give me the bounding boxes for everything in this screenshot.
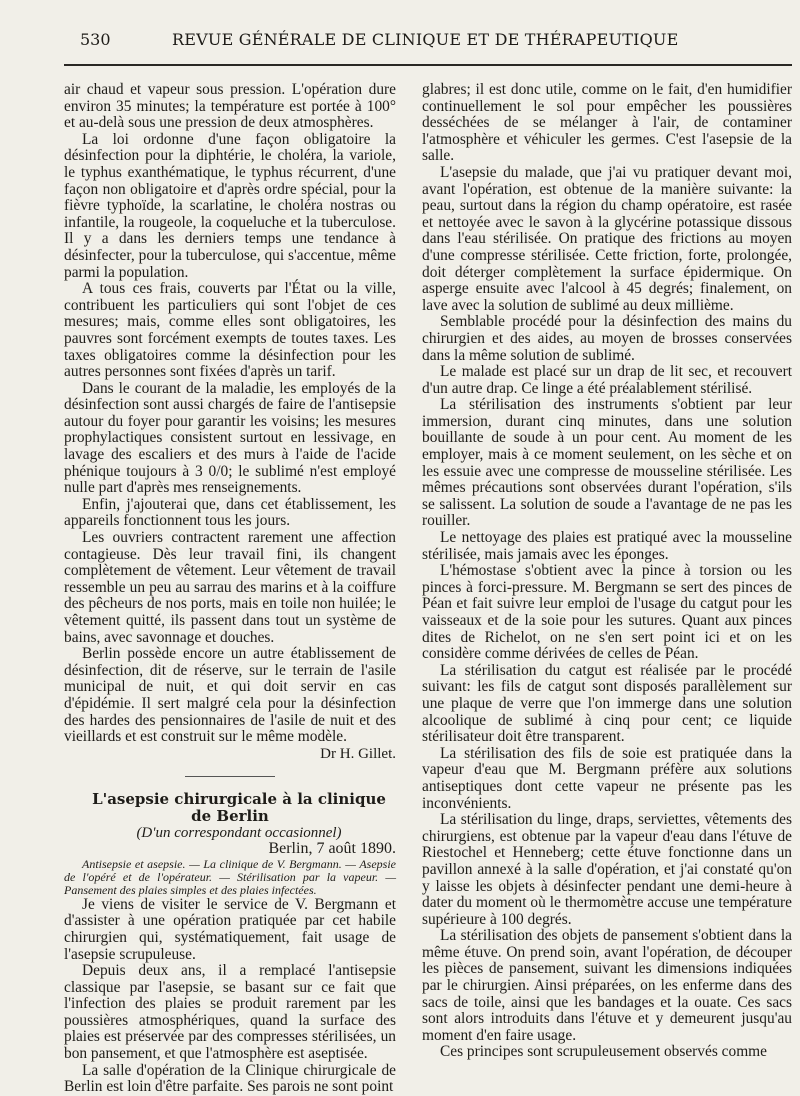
paragraph: La stérilisation du linge, draps, serviettes, vêtements des chirurgiens, est obtenue par la vapeur d'eau dans l'étuve de Riestochel et Henneberg; cette étuve fonctionne dans un pavillon annexé à la salle d'opération, et j'ai constaté qu'on y laisse les objets à désinfecter pendant une demi-heure à dater du moment où le thermomètre accuse une température supérieure à 100 degrés.	[422, 811, 792, 928]
paragraph: La stérilisation des instruments s'obtient par leur immersion, durant cinq minutes, dans une solution bouillante de soude à un pour cent. Au moment de les employer, mais à ce moment seulement, on les sèche et on les essuie avec une compresse de mousseline stérilisée. Les mêmes précautions sont observées durant l'opération, s'ils se salissent. La solution de soude a l'avantage de ne pas les rouiller.	[422, 396, 792, 530]
paragraph: air chaud et vapeur sous pression. L'opération dure environ 35 minutes; la température est portée à 100° et au-delà sous une pression de deux atmosphères.	[64, 81, 396, 132]
paragraph: Depuis deux ans, il a remplacé l'antisepsie classique par l'asepsie, se basant sur ce fait que l'infection des plaies se produit rarement par les poussières atmosphériques, quand la surface des plaies est préservée par des compresses stérilisées, un bon pansement, et que l'atmosphère est aseptisée.	[64, 962, 396, 1063]
paragraph: Je viens de visiter le service de V. Bergmann et d'assister à une opération pratiquée par cet habile chirurgien qui, systématiquement, fait usage de l'asepsie scrupuleuse.	[64, 895, 396, 963]
paragraph: L'hémostase s'obtient avec la pince à torsion ou les pinces à forci-pressure. M. Bergmann se sert des pinces de Péan et fait suivre leur emploi de l'usage du catgut pour les vaisseaux et de la soie pour les sutures. Quant aux pinces dites de Richelot, on ne s'en sert point ici et on les considère comme dérivées de celles de Péan.	[422, 562, 792, 663]
article-subtitle: (D'un correspondant occasionnel)	[136, 824, 342, 841]
paragraph: La stérilisation du catgut est réalisée par le procédé suivant: les fils de catgut sont disposés parallèlement sur une plaque de verre que l'on immerge dans une solution alcoolique de sublimé à cinq pour cent; ce liquide stérilisateur doit être transparent.	[422, 661, 792, 746]
article-abstract: Antisepsie et asepsie. — La clinique de V. Bergmann. — Asepsie de l'opéré et de l'opérateur. — Stérilisation par la vapeur. — Pansement des plaies simples et des plaies infectées.	[64, 856, 396, 897]
author-signature: Dr H. Gillet.	[320, 745, 396, 762]
page-header	[80, 30, 790, 56]
paragraph: Dans le courant de la maladie, les employés de la désinfection sont aussi chargés de faire de l'antisepsie autour du foyer pour garantir les voisins; les mesures prophylactiques consistent surtout en lessivage, en lavage des escaliers et des murs à l'aide de l'acide phénique toujours à 3 0/0; le sublimé n'est employé nulle part d'après mes renseignements.	[64, 379, 396, 497]
running-title: REVUE GÉNÉRALE DE CLINIQUE ET DE THÉRAPEUTIQUE	[172, 30, 679, 49]
paragraph: Enfin, j'ajouterai que, dans cet établissement, les appareils fonctionnent tous les jours.	[64, 495, 396, 530]
paragraph: Semblable procédé pour la désinfection des mains du chirurgien et des aides, au moyen de brosses conservées dans la même solution de sublimé.	[422, 313, 792, 364]
paragraph: L'asepsie du malade, que j'ai vu pratiquer devant moi, avant l'opération, est obtenue de la manière suivante: la peau, surtout dans la région du champ opératoire, est rasée et nettoyée avec le savon à la glycérine potassique dissous dans l'eau stérilisée. On pratique des frictions au moyen d'une compresse stérilisée. Cette friction, forte, prolongée, doit déterger complètement la surface épidermique. On asperge ensuite avec l'alcool à 45 degrés; finalement, on lave avec la solution de sublimé au deux millième.	[422, 163, 792, 314]
paragraph: La stérilisation des objets de pansement s'obtient dans la même étuve. On prend soin, avant l'opération, de découper les pièces de pansement, suivant les dimensions indiquées par le chirurgien. Ainsi préparées, on les enferme dans des sacs de toile, ainsi que les bandages et la ouate. Ces sacs sont alors introduits dans l'étuve et y demeurent jusqu'au moment d'en faire usage.	[422, 927, 792, 1044]
article-dateline: Berlin, 7 août 1890.	[268, 840, 396, 858]
header-rule	[64, 64, 792, 66]
right-column	[422, 81, 792, 1061]
paragraph: Le malade est placé sur un drap de lit sec, et recouvert d'un autre drap. Ce linge a été préalablement stérilisé.	[422, 363, 792, 397]
paragraph: Ces principes sont scrupuleusement observés comme	[440, 1043, 767, 1061]
section-divider	[185, 776, 275, 777]
paragraph: glabres; il est donc utile, comme on le fait, d'en humidifier continuellement le sol pour empêcher les poussières desséchées de se mélanger à l'air, de contaminer l'atmosphère et véhiculer les germes. C'est l'asepsie de la salle.	[422, 81, 792, 165]
article-title: L'asepsie chirurgicale à la clinique de Berlin	[92, 790, 386, 825]
page-number: 530	[80, 30, 111, 49]
paragraph: La loi ordonne d'une façon obligatoire la désinfection pour la diphtérie, le choléra, la variole, le typhus exanthématique, le typhus récurrent, d'une façon non obligatoire et d'après ordre spécial, pour la fièvre typhoïde, la scarlatine, le choléra nostras ou infantile, la rougeole, la coqueluche et la tuberculose. Il y a dans les derniers temps une tendance à désinfecter, pour la tuberculose, qui s'accentue, même parmi la population.	[64, 130, 396, 281]
left-column	[64, 81, 396, 1096]
paragraph: La stérilisation des fils de soie est pratiquée dans la vapeur d'eau que M. Bergmann préfère aux solutions antiseptiques dont cette vapeur ne présente pas les inconvénients.	[422, 744, 792, 812]
paragraph: La salle d'opération de la Clinique chirurgicale de Berlin est loin d'être parfaite. Ses parois ne sont point	[64, 1061, 396, 1096]
paragraph: A tous ces frais, couverts par l'État ou la ville, contribuent les particuliers qui sont l'objet de ces mesures; mais, comme elles sont obligatoires, les pauvres sont forcément exempts de toutes taxes. Les taxes obligatoires comme la désinfection pour les autres personnes sont fixées d'après un tarif.	[64, 280, 396, 381]
paragraph: Les ouvriers contractent rarement une affection contagieuse. Dès leur travail fini, ils changent complètement de vêtement. Leur vêtement de travail ressemble un peu au sarrau des marins et à la coiffure des pêcheurs de nos ports, mais en toile non huilée; le vêtement quitté, ils passent dans tout un système de bains, avec savonnage et douches.	[64, 529, 396, 646]
paragraph: Berlin possède encore un autre établissement de désinfection, dit de réserve, sur le terrain de l'asile municipal de nuit, et qui doit servir en cas d'épidémie. Il sert malgré cela pour la désinfection des hardes des pensionnaires de l'asile de nuit et des vieillards et est construit sur le même modèle.	[64, 645, 396, 746]
paragraph: Le nettoyage des plaies est pratiqué avec la mousseline stérilisée, mais jamais avec les éponges.	[422, 529, 792, 563]
